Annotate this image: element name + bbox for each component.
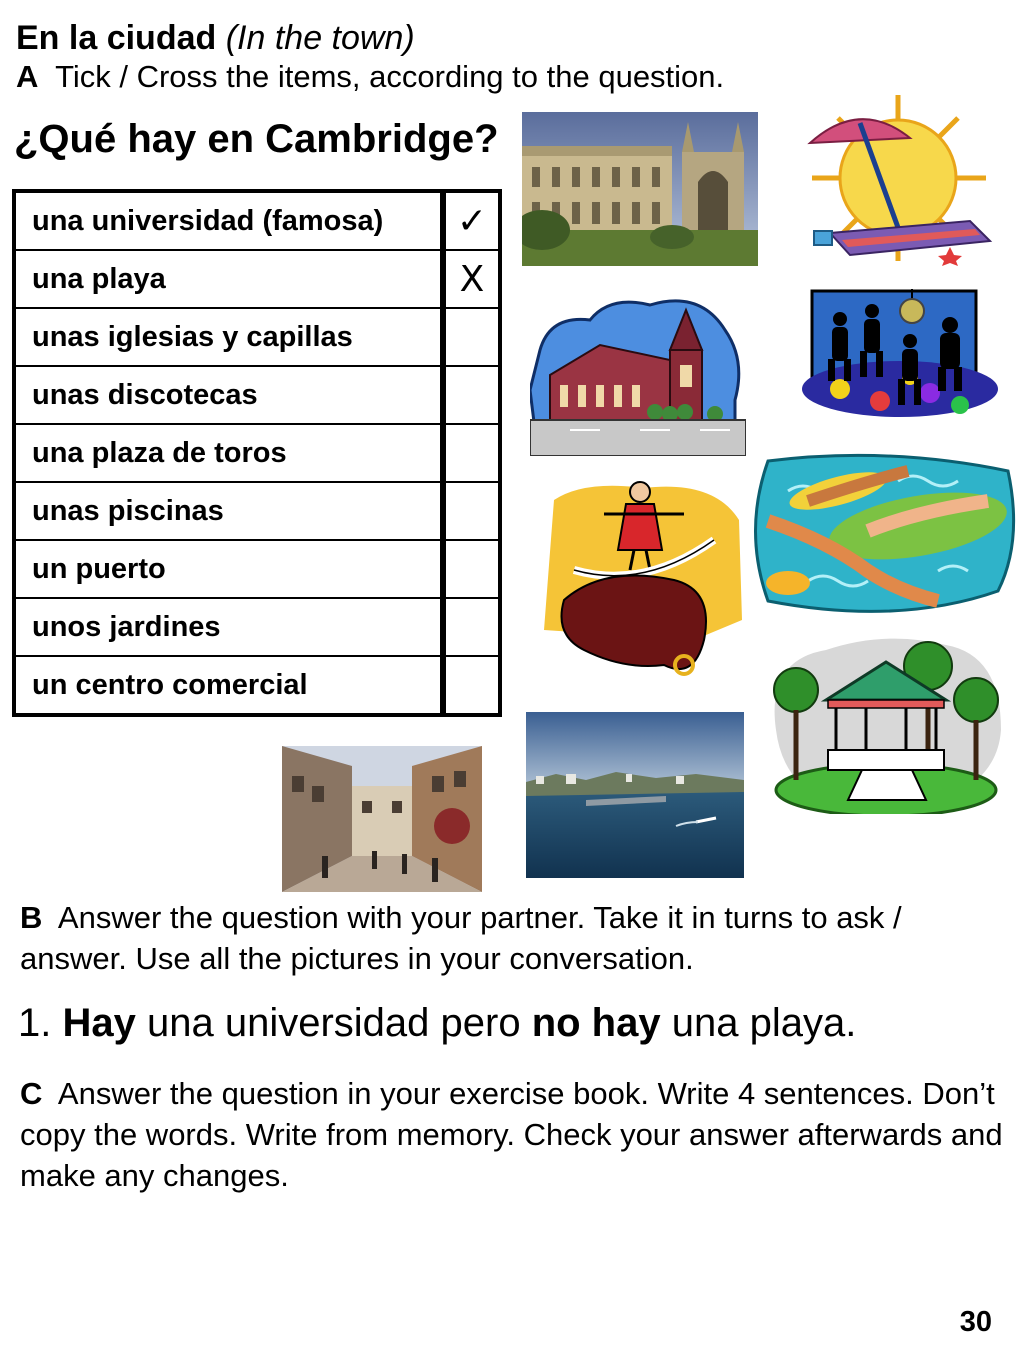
table-row [14, 308, 500, 366]
title-italic: (In the town) [225, 19, 415, 57]
title-bold: En la ciudad [16, 19, 217, 57]
table-item: unas discotecas [14, 366, 443, 424]
table-row [14, 424, 500, 482]
mark-cell[interactable] [443, 598, 500, 656]
table-row [14, 191, 500, 250]
section-b-letter: B [20, 900, 43, 935]
section-a-letter: A [16, 59, 39, 94]
example-number: 1. [18, 1001, 52, 1045]
mark-cell[interactable] [443, 540, 500, 598]
example-sentence [18, 998, 856, 1048]
table-item: una playa [14, 250, 443, 308]
table-item: unas piscinas [14, 482, 443, 540]
table-item: un puerto [14, 540, 443, 598]
disco-clipart [800, 289, 998, 419]
tick-cross-table [12, 189, 502, 717]
table-row [14, 250, 500, 308]
university-photo [522, 112, 758, 266]
beach-clipart [800, 93, 996, 266]
table-row [14, 598, 500, 656]
harbour-photo [526, 712, 744, 878]
bullfight-clipart [544, 470, 742, 684]
example-no-hay: no hay [531, 1001, 661, 1045]
instruction-b-text: Answer the question with your partner. Take it in turns to ask / answer. Use all the pictures in your conversation. [20, 900, 902, 976]
table-item: una plaza de toros [14, 424, 443, 482]
shopping-street-photo [282, 746, 482, 892]
section-c-letter: C [20, 1076, 43, 1111]
instruction-a [16, 58, 724, 96]
instruction-b [20, 897, 1010, 979]
mark-cell[interactable] [443, 424, 500, 482]
example-end: una playa. [660, 1001, 857, 1045]
table-row [14, 482, 500, 540]
instruction-c [20, 1073, 1015, 1196]
mark-cell[interactable] [443, 366, 500, 424]
instruction-a-text: Tick / Cross the items, according to the question. [55, 59, 725, 94]
gazebo-garden-clipart [766, 630, 1004, 814]
church-clipart [530, 290, 746, 456]
swimming-pool-clipart [748, 451, 1020, 621]
example-hay: Hay [62, 1001, 136, 1045]
table-item: un centro comercial [14, 656, 443, 715]
mark-cell[interactable] [443, 656, 500, 715]
table-row [14, 366, 500, 424]
mark-cell[interactable] [443, 308, 500, 366]
instruction-c-text: Answer the question in your exercise book. Write 4 sentences. Don’t copy the words. Write from memory. Check your answer afterwards and make any changes. [20, 1076, 1003, 1193]
table-item: unos jardines [14, 598, 443, 656]
page-number: 30 [959, 1306, 992, 1338]
table-item: unas iglesias y capillas [14, 308, 443, 366]
page-title [16, 18, 415, 58]
example-mid: una universidad pero [135, 1001, 532, 1045]
question-heading: ¿Qué hay en Cambridge? [14, 117, 499, 161]
mark-cell[interactable]: ✓ [443, 191, 500, 250]
table-row [14, 540, 500, 598]
mark-cell[interactable] [443, 482, 500, 540]
table-item: una universidad (famosa) [14, 191, 443, 250]
table-row [14, 656, 500, 715]
mark-cell[interactable]: X [443, 250, 500, 308]
